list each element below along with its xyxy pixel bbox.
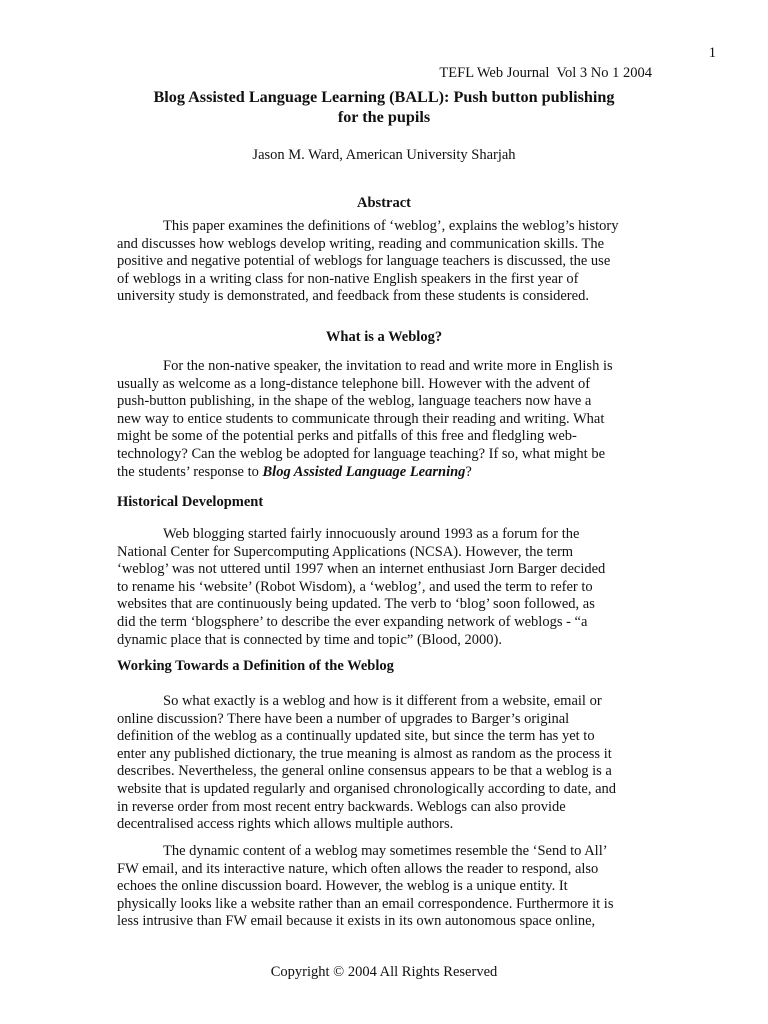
text-line: less intrusive than FW email because it exists in its own autonomous space online, [117, 913, 596, 930]
weblog-paragraph [117, 358, 653, 481]
text-line: So what exactly is a weblog and how is it different from a website, email or [163, 693, 602, 709]
text-line: websites that are continuously being updated. The verb to ‘blog’ soon followed, as [117, 596, 595, 613]
text-line: university study is demonstrated, and feedback from these students is considered. [117, 288, 589, 305]
text-line: and discusses how weblogs develop writing, reading and communication skills. The [117, 235, 605, 252]
text-line: positive and negative potential of weblogs for language teachers is discussed, the use [117, 253, 611, 270]
text-line: describes. Nevertheless, the general online consensus appears to be that a weblog is a [117, 763, 612, 780]
text-fragment: the students’ response to [117, 463, 263, 480]
text-line: National Center for Supercomputing Applications (NCSA). However, the term [117, 543, 574, 560]
text-line: of weblogs in a writing class for non-native English speakers in the first year of [117, 270, 579, 287]
text-line: did the term ‘blogsphere’ to describe the ever expanding network of weblogs - “a [117, 613, 588, 630]
text-line: to rename his ‘website’ (Robot Wisdom), a ‘weblog’, and used the term to refer to [117, 578, 593, 595]
text-line: decentralised access rights which allows multiple authors. [117, 816, 454, 833]
text-line: Web blogging started fairly innocuously around 1993 as a forum for the [163, 526, 580, 542]
history-paragraph [117, 526, 653, 649]
section-heading-weblog: What is a Weblog? [325, 329, 443, 345]
journal-info: TEFL Web Journal Vol 3 No 1 2004 [439, 65, 652, 81]
text-line: physically looks like a website rather than an email correspondence. Furthermore it is [117, 895, 614, 912]
text-line: ‘weblog’ was not uttered until 1997 when an internet enthusiast Jorn Barger decided [117, 561, 606, 578]
paper-title [100, 87, 668, 127]
definition-paragraph-2 [117, 843, 653, 931]
author-affiliation: Jason M. Ward, American University Sharjah [252, 147, 516, 163]
text-line: FW email, and its interactive nature, which often allows the reader to respond, also [117, 860, 599, 877]
text-line: This paper examines the definitions of ‘weblog’, explains the weblog’s history [163, 218, 619, 234]
abstract-heading: Abstract [357, 195, 411, 211]
text-line: in reverse order from most recent entry backwards. Weblogs can also provide [117, 798, 566, 815]
section-heading-definition: Working Towards a Definition of the Weblog [117, 658, 394, 674]
text-fragment: ? [465, 463, 472, 480]
text-line: new way to entice students to communicate through their reading and writing. What [117, 410, 605, 427]
definition-paragraph-1 [117, 693, 653, 834]
emphasized-term: Blog Assisted Language Learning [262, 463, 466, 480]
text-line-last [117, 464, 653, 482]
text-line: might be some of the potential perks and pitfalls of this free and fledgling web- [117, 428, 577, 445]
page-number: 1 [708, 45, 716, 61]
paper-title-line-2: for the pupils [337, 108, 431, 126]
paper-title-line-1: Blog Assisted Language Learning (BALL): Push button publishing [153, 88, 615, 106]
text-line: The dynamic content of a weblog may sometimes resemble the ‘Send to All’ [163, 843, 608, 859]
text-line: push-button publishing, in the shape of the weblog, language teachers now have a [117, 393, 592, 410]
text-line: enter any published dictionary, the true meaning is almost as random as the process it [117, 745, 612, 762]
copyright-footer: Copyright © 2004 All Rights Reserved [270, 964, 498, 980]
text-line: website that is updated regularly and organised chronologically according to date, and [117, 780, 617, 797]
text-line: usually as welcome as a long-distance telephone bill. However with the advent of [117, 375, 591, 392]
text-line: online discussion? There have been a number of upgrades to Barger’s original [117, 710, 570, 727]
abstract-paragraph [117, 218, 653, 306]
text-line: technology? Can the weblog be adopted for language teaching? If so, what might be [117, 445, 606, 462]
section-heading-history: Historical Development [117, 494, 264, 510]
text-line: dynamic place that is connected by time and topic” (Blood, 2000). [117, 631, 502, 648]
text-line: definition of the weblog as a continually updated site, but since the term has yet to [117, 728, 595, 745]
text-line: echoes the online discussion board. However, the weblog is a unique entity. It [117, 878, 568, 895]
text-line: For the non-native speaker, the invitation to read and write more in English is [163, 358, 613, 374]
